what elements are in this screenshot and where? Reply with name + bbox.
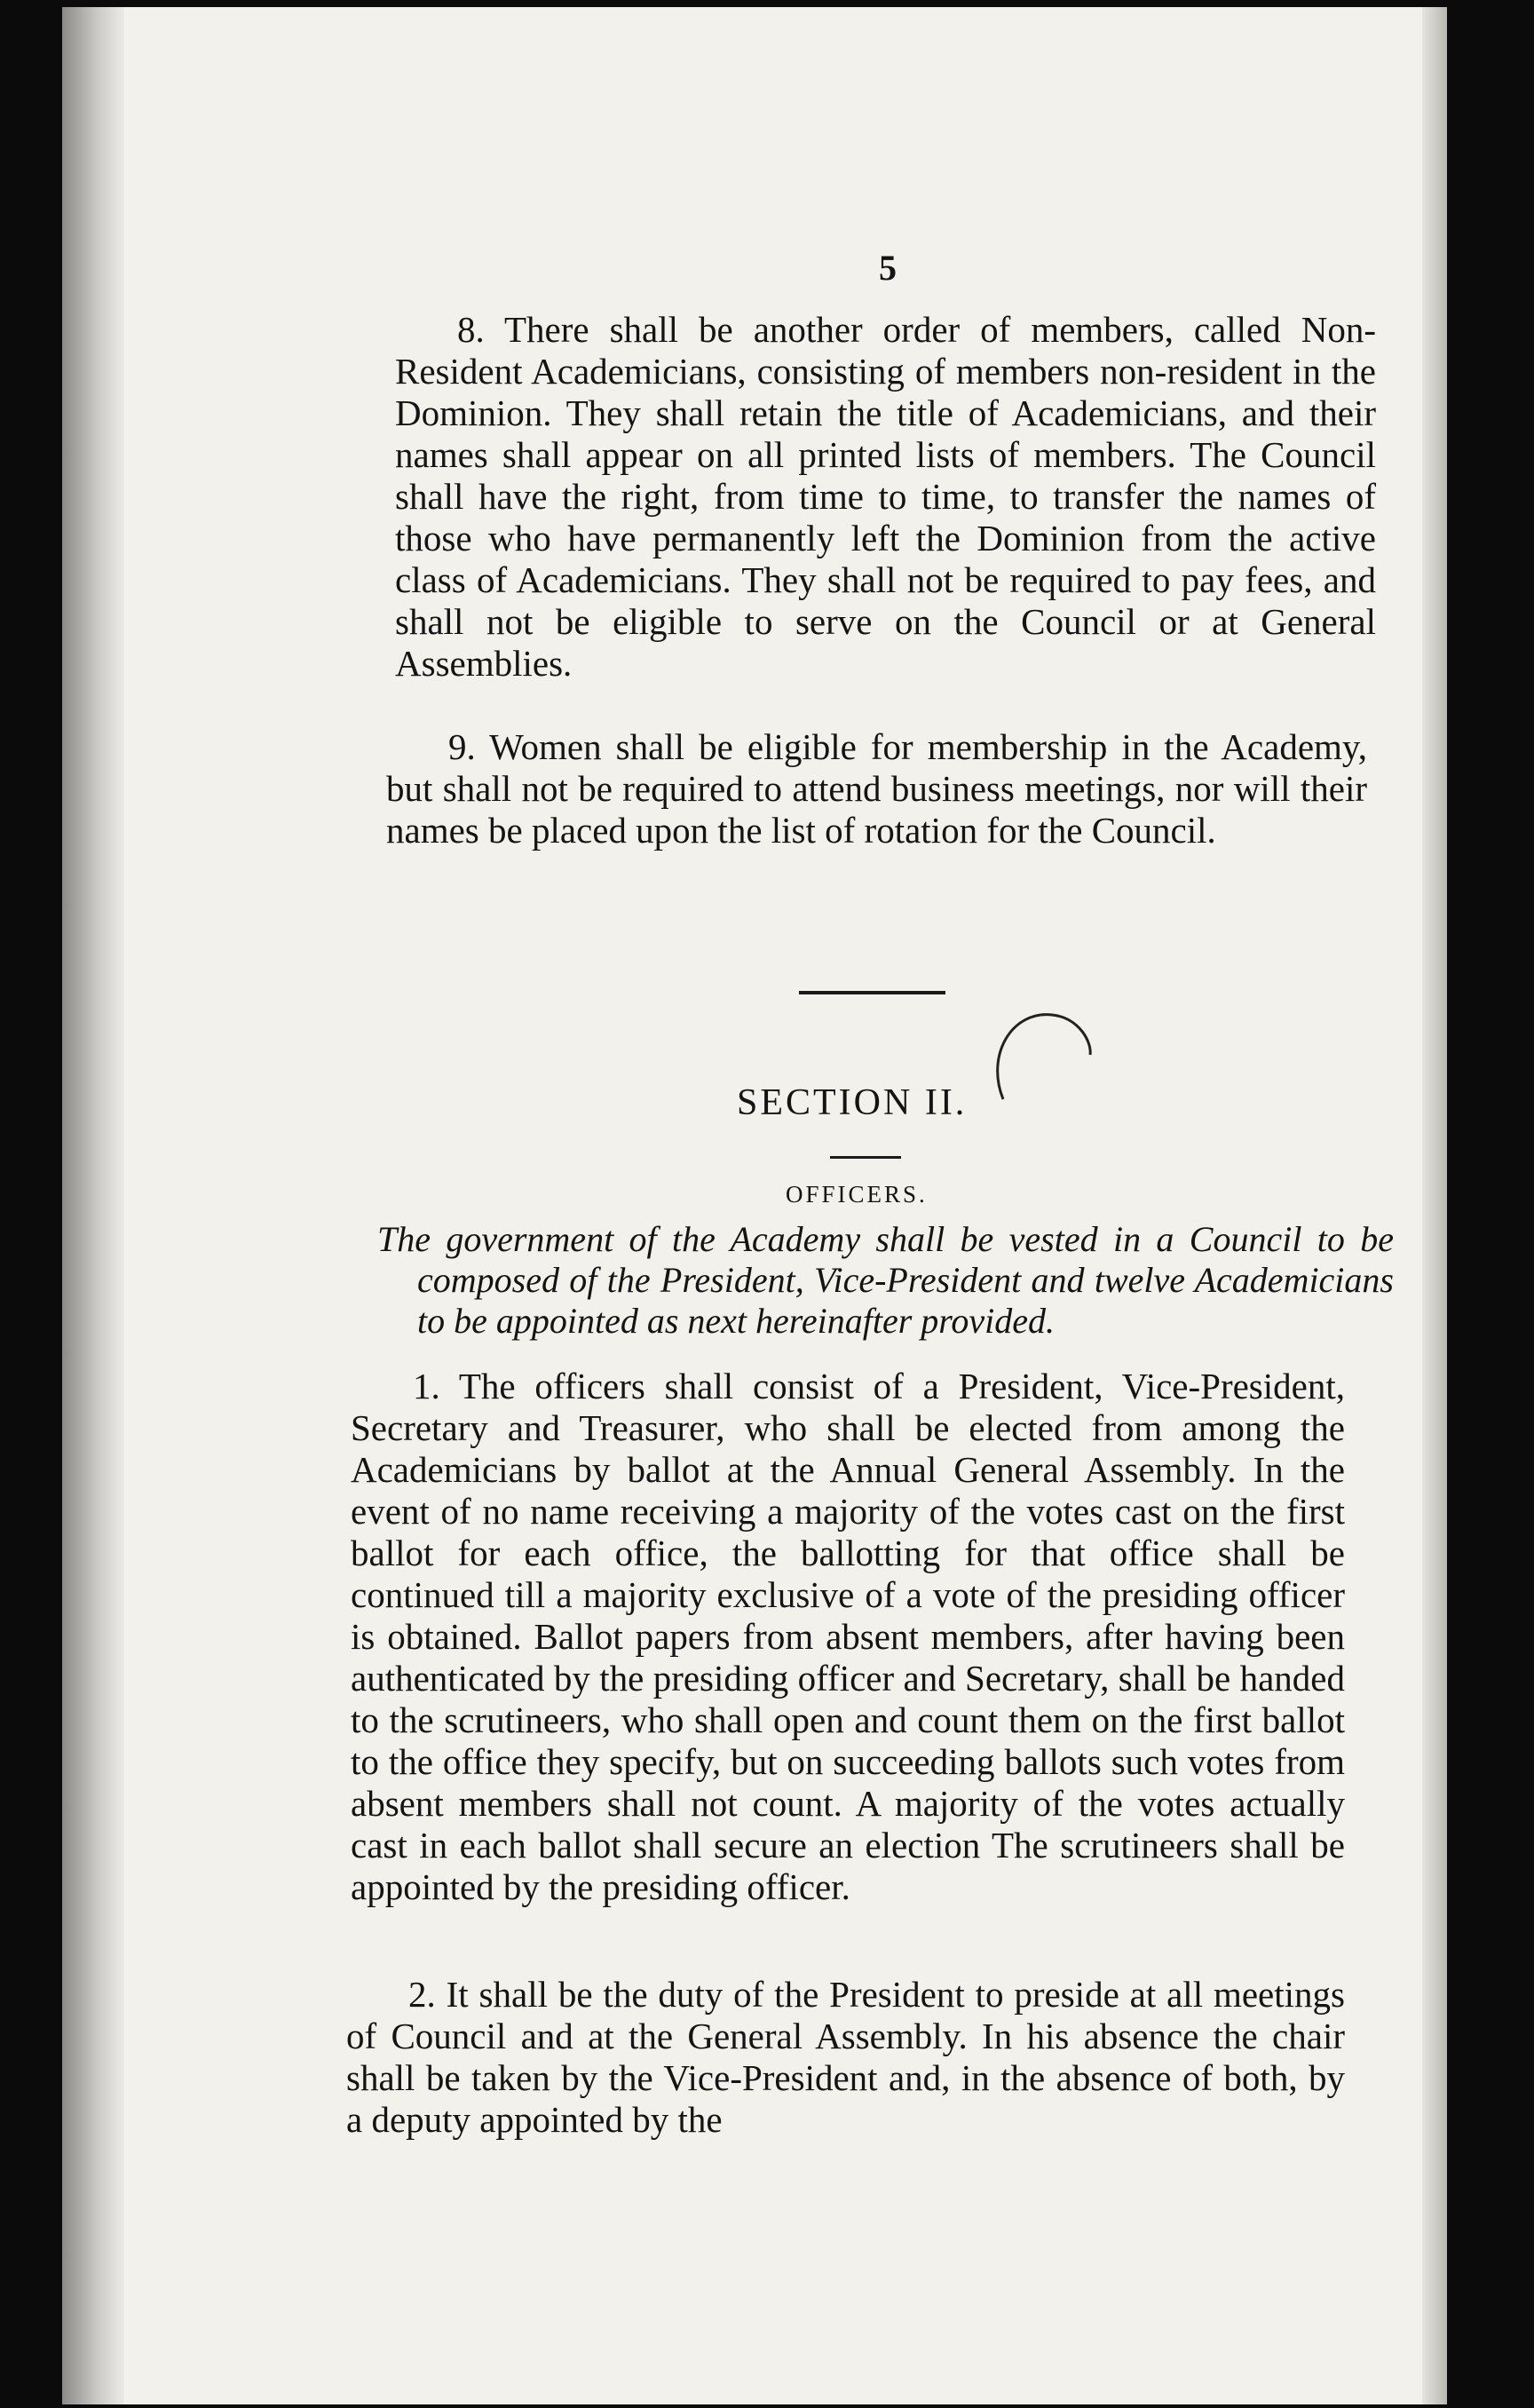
binding-gutter xyxy=(62,7,124,2404)
section-divider xyxy=(799,991,945,994)
document-page xyxy=(62,7,1447,2404)
section-subheading: OFFICERS. xyxy=(786,1181,928,1208)
paragraph-1: 1. The officers shall consist of a President, Vice-President, Secretary and Treasurer, who shall be elected from among the Academicians by ballot at the Annual General Assembly. In the event of no name receiving a majority of the votes cast on the first ballot for each office, the ballotting for that office shall be continued till a majority exclusive of a vote of the presiding officer is obtained. Ballot papers from absent members, after having been authenticated by the presiding officer and Secretary, shall be handed to the scrutineers, who shall open and count them on the first ballot to the office they specify, but on succeeding ballots such votes from absent members shall not count. A majority of the votes actually cast in each ballot shall secure an election The scrutineers shall be appointed by the presiding officer. xyxy=(351,1366,1345,1907)
section-title: SECTION II. xyxy=(737,1082,968,1123)
pencil-mark xyxy=(985,1002,1101,1117)
title-rule xyxy=(830,1156,901,1159)
page-edge xyxy=(1422,7,1447,2404)
section-intro: The government of the Academy shall be vested in a Council to be composed of the President, Vice-President and twelve Academicians to be appointed as next hereinafter provided. xyxy=(377,1219,1394,1341)
paragraph-8: 8. There shall be another order of members, called Non-Resident Academicians, consisting of members non-resident in the Dominion. They shall retain the title of Academicians, and their names shall appear on all printed lists of members. The Council shall have the right, from time to time, to transfer the names of those who have permanently left the Dominion from the active class of Academicians. They shall not be required to pay fees, and shall not be eligible to serve on the Council or at General Assemblies. xyxy=(395,309,1376,684)
page-number: 5 xyxy=(879,248,897,288)
paragraph-2: 2. It shall be the duty of the President to preside at all meetings of Council and at the General Assembly. In his absence the chair shall be taken by the Vice-President and, in the absence of both, by a deputy appointed by the xyxy=(346,1974,1345,2140)
paragraph-9: 9. Women shall be eligible for membership in the Academy, but shall not be required to attend business meetings, nor will their names be placed upon the list of rotation for the Council. xyxy=(386,726,1367,851)
